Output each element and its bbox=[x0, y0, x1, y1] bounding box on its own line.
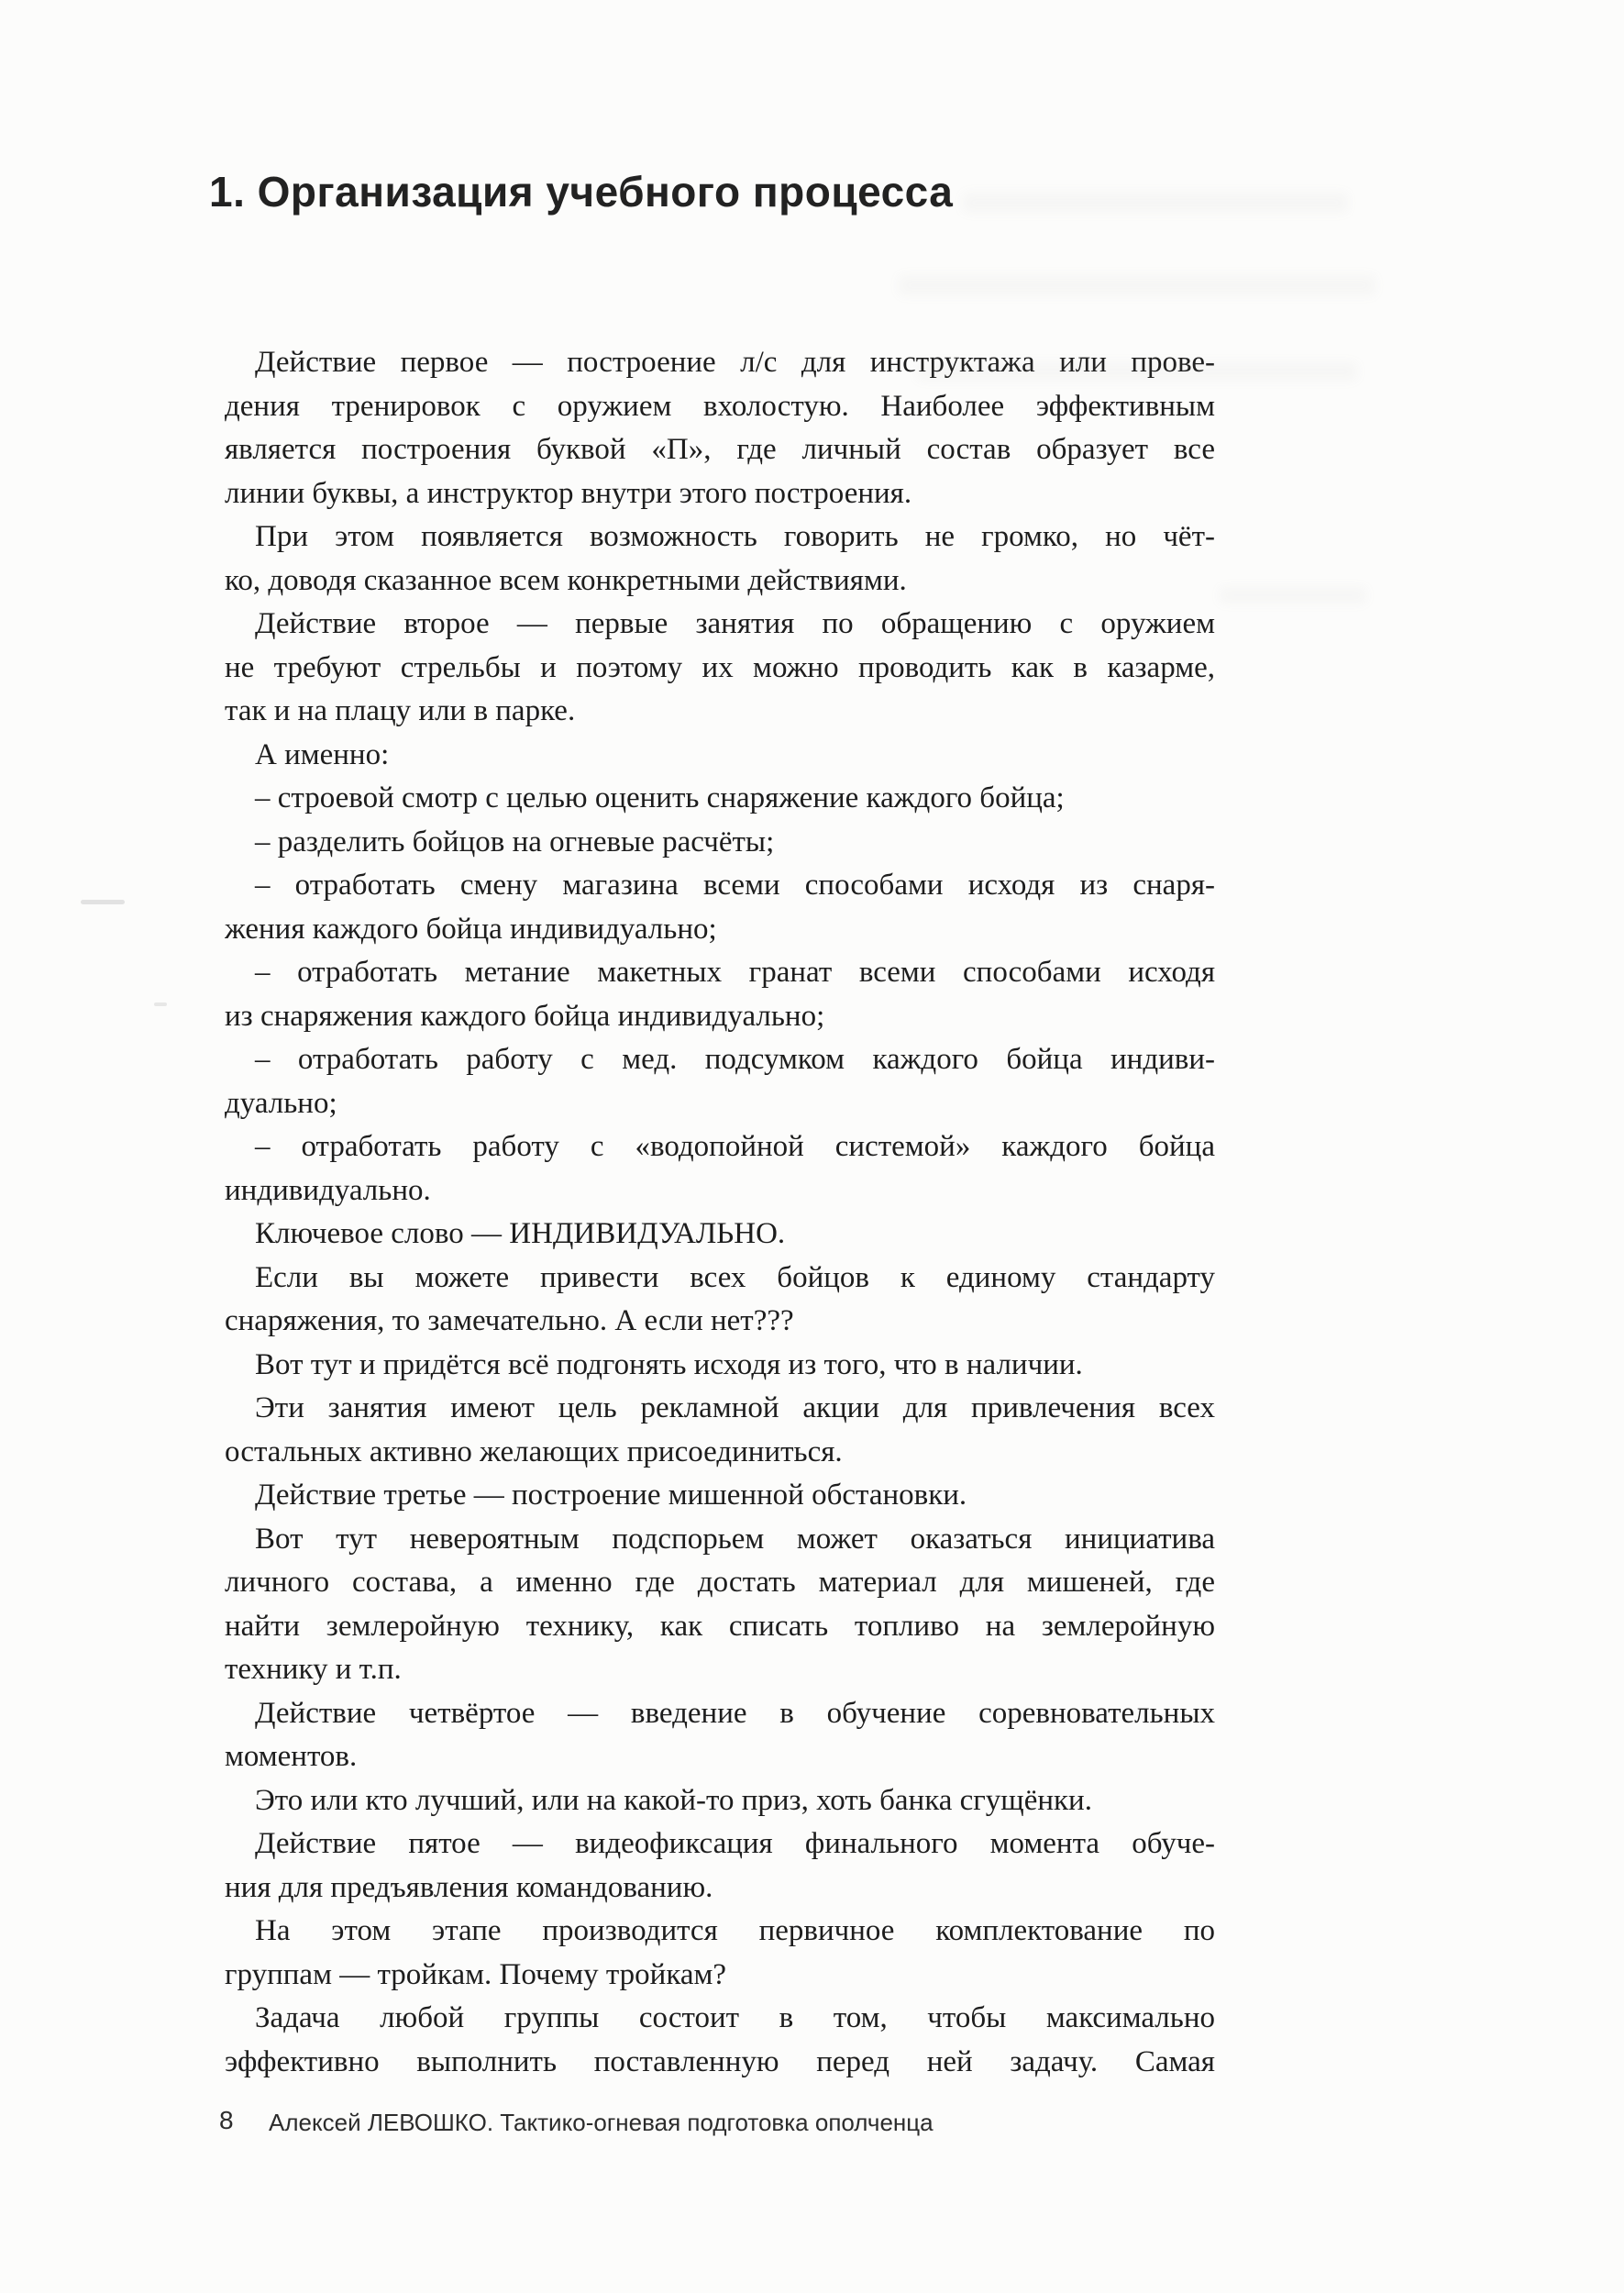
text-line: так и на плацу или в парке. bbox=[225, 694, 576, 727]
text-line: из снаряжения каждого бойца индивидуально; bbox=[225, 999, 825, 1033]
text-line: личного состава, а именно где достать материал для мишеней, где bbox=[225, 1566, 1215, 1599]
text-line: Действие четвёртое — введение в обучение соревновательных bbox=[255, 1696, 1215, 1730]
text-line: – строевой смотр с целью оценить снаряжение каждого бойца; bbox=[255, 781, 1065, 814]
text-line: Действие третье — построение мишенной обстановки. bbox=[255, 1479, 967, 1512]
text-line: – отработать работу с мед. подсумком каждого бойца индиви- bbox=[255, 1043, 1215, 1076]
text-line: Задача любой группы состоит в том, чтобы максимально bbox=[255, 2001, 1215, 2034]
text-line: не требуют стрельбы и поэтому их можно проводить как в казарме, bbox=[225, 650, 1215, 684]
text-line: технику и т.п. bbox=[225, 1653, 402, 1686]
text-line: дения тренировок с оружием вхолостую. Наиболее эффективным bbox=[225, 389, 1215, 423]
text-line: Вот тут невероятным подспорьем может оказаться инициатива bbox=[255, 1522, 1215, 1556]
scan-ghost-text bbox=[899, 275, 1375, 295]
text-line: – отработать смену магазина всеми способами исходя из снаря- bbox=[255, 869, 1215, 902]
text-line: дуально; bbox=[225, 1086, 337, 1120]
text-line: снаряжения, то замечательно. А если нет??? bbox=[225, 1304, 794, 1337]
text-line: жения каждого бойца индивидуально; bbox=[225, 912, 717, 946]
page-number: 8 bbox=[219, 2106, 234, 2134]
scan-ghost-text bbox=[963, 193, 1348, 213]
text-line: ния для предъявления командованию. bbox=[225, 1870, 713, 1904]
chapter-title: 1. Организация учебного процесса bbox=[209, 168, 954, 216]
text-line: Действие второе — первые занятия по обращению с оружием bbox=[255, 607, 1215, 640]
text-line: На этом этапе производится первичное комплектование по bbox=[255, 1914, 1215, 1947]
text-line: остальных активно желающих присоединиться. bbox=[225, 1435, 843, 1468]
text-line: Действие пятое — видеофиксация финального момента обуче- bbox=[255, 1827, 1215, 1860]
text-line: моментов. bbox=[225, 1740, 358, 1773]
text-line: является построения буквой «П», где личный состав образует все bbox=[225, 433, 1215, 466]
text-line: Вот тут и придётся всё подгонять исходя из того, что в наличии. bbox=[255, 1347, 1083, 1381]
body-text bbox=[225, 341, 1215, 2084]
text-line: найти землеройную технику, как списать топливо на землеройную bbox=[225, 1609, 1215, 1643]
text-line: – отработать работу с «водопойной системой» каждого бойца bbox=[255, 1130, 1215, 1163]
text-line: ко, доводя сказанное всем конкретными действиями. bbox=[225, 563, 907, 597]
text-line: – отработать метание макетных гранат всеми способами исходя bbox=[255, 956, 1215, 989]
scan-ghost-text bbox=[917, 362, 1357, 381]
scan-artifact-dash bbox=[81, 900, 125, 904]
text-line: эффективно выполнить поставленную перед ней задачу. Самая bbox=[225, 2044, 1215, 2078]
text-line: А именно: bbox=[255, 737, 390, 771]
text-line: – разделить бойцов на огневые расчёты; bbox=[255, 825, 775, 858]
text-line: Это или кто лучший, или на какой-то приз, хоть банка сгущёнки. bbox=[255, 1783, 1092, 1817]
running-title: Алексей ЛЕВОШКО. Тактико-огневая подготовка ополченца bbox=[269, 2109, 934, 2136]
text-line: Эти занятия имеют цель рекламной акции для привлечения всех bbox=[255, 1391, 1215, 1424]
scan-ghost-text bbox=[1220, 587, 1366, 604]
text-line: группам — тройкам. Почему тройкам? bbox=[225, 1957, 727, 1991]
text-line: Действие первое — построение л/с для инструктажа или прове- bbox=[255, 346, 1215, 379]
text-line: При этом появляется возможность говорить не громко, но чёт- bbox=[255, 520, 1215, 553]
text-line: линии буквы, а инструктор внутри этого построения. bbox=[225, 476, 912, 510]
text-line: индивидуально. bbox=[225, 1173, 431, 1207]
text-line: Если вы можете привести всех бойцов к единому стандарту bbox=[255, 1260, 1215, 1294]
scan-artifact-dash bbox=[154, 1002, 167, 1006]
text-line: Ключевое слово — ИНДИВИДУАЛЬНО. bbox=[255, 1217, 786, 1250]
